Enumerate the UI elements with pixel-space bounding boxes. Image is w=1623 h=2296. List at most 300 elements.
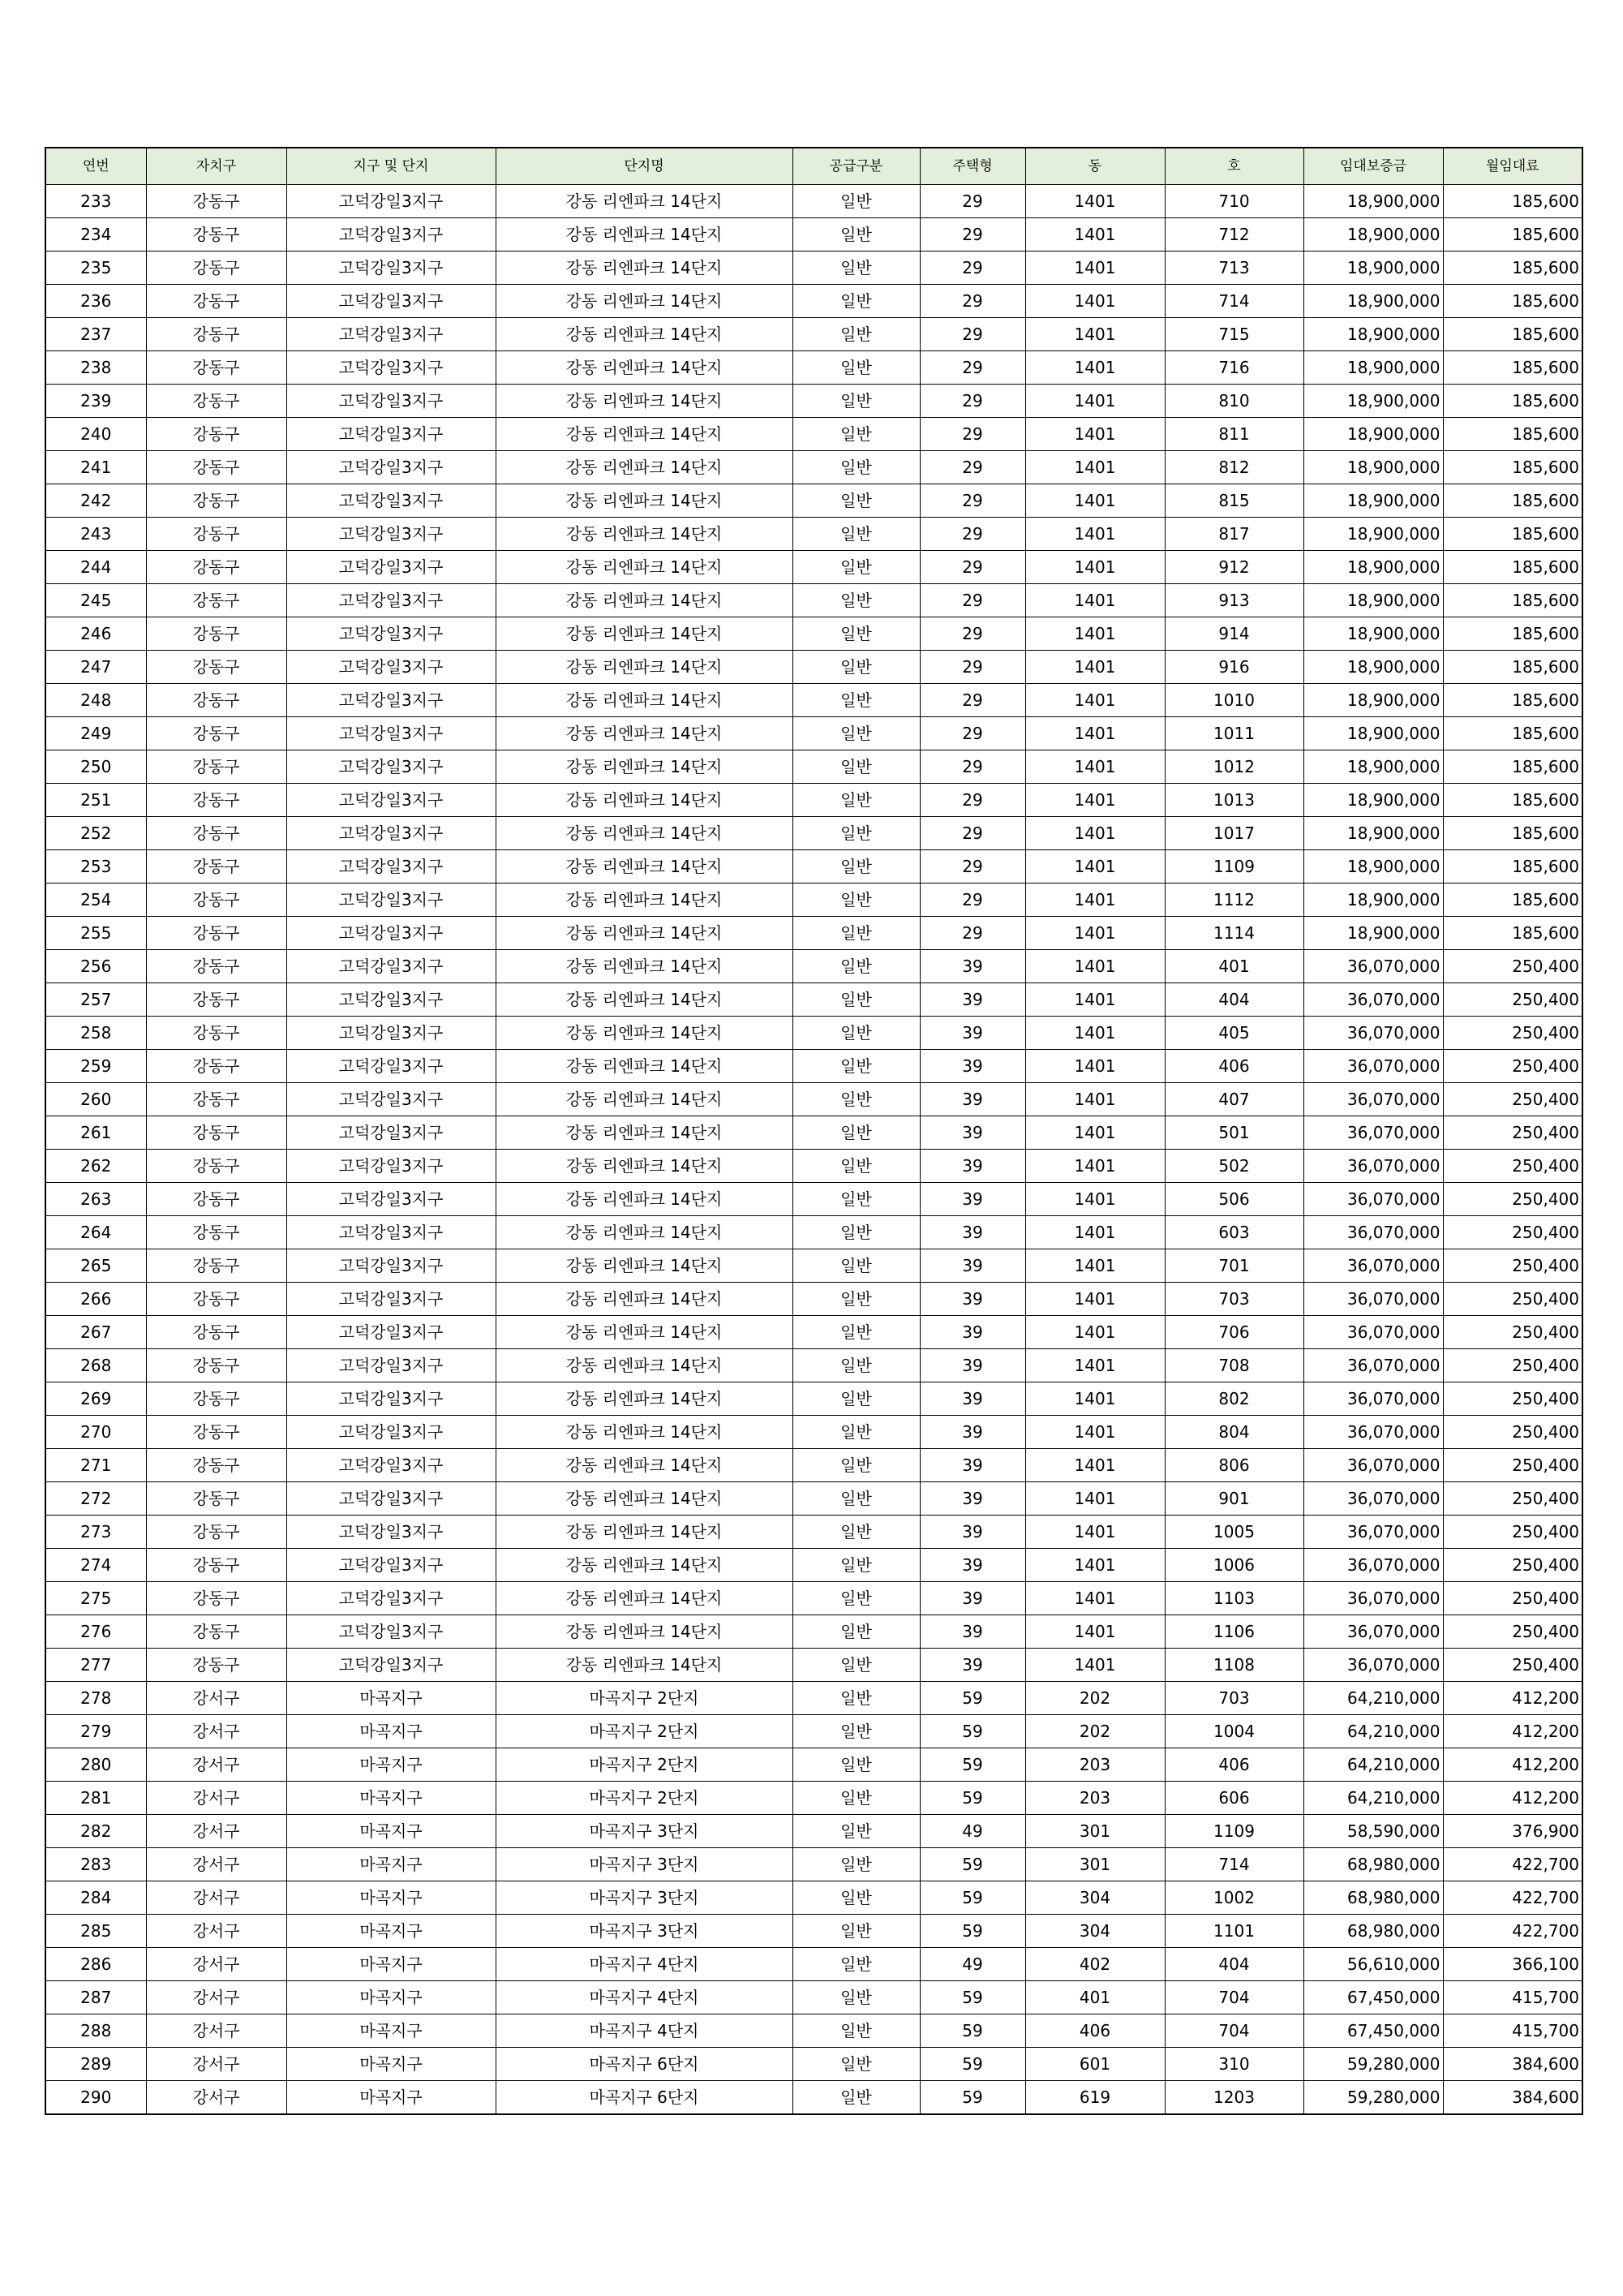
cell-district: 강동구 [146, 717, 286, 750]
cell-zone-complex: 고덕강일3지구 [286, 950, 496, 983]
cell-complex-name: 강동 리엔파크 14단지 [496, 983, 792, 1017]
cell-district: 강동구 [146, 418, 286, 451]
header-complex-name: 단지명 [496, 148, 792, 185]
cell-unit-type: 39 [920, 1482, 1025, 1516]
cell-unit-type: 39 [920, 1116, 1025, 1150]
table-row [45, 850, 1582, 884]
table-row [45, 1083, 1582, 1116]
cell-unit-number: 406 [1165, 1748, 1303, 1782]
cell-supply-type: 일반 [792, 1382, 920, 1416]
cell-district: 강동구 [146, 1050, 286, 1083]
cell-monthly-rent: 412,200 [1443, 1715, 1582, 1748]
cell-supply-type: 일반 [792, 1316, 920, 1349]
cell-complex-name: 강동 리엔파크 14단지 [496, 1216, 792, 1249]
cell-unit-number: 701 [1165, 1249, 1303, 1283]
cell-serial-no: 238 [45, 351, 146, 385]
cell-serial-no: 242 [45, 484, 146, 518]
cell-zone-complex: 고덕강일3지구 [286, 351, 496, 385]
cell-building: 1401 [1025, 1416, 1165, 1449]
cell-zone-complex: 마곡지구 [286, 1848, 496, 1881]
cell-supply-type: 일반 [792, 285, 920, 318]
cell-deposit: 18,900,000 [1303, 850, 1443, 884]
cell-unit-type: 29 [920, 651, 1025, 684]
cell-zone-complex: 마곡지구 [286, 1782, 496, 1815]
cell-complex-name: 강동 리엔파크 14단지 [496, 1150, 792, 1183]
cell-unit-type: 39 [920, 983, 1025, 1017]
cell-serial-no: 249 [45, 717, 146, 750]
cell-zone-complex: 고덕강일3지구 [286, 484, 496, 518]
table-row [45, 1582, 1582, 1615]
cell-supply-type: 일반 [792, 551, 920, 584]
table-row [45, 1782, 1582, 1815]
table-row [45, 318, 1582, 351]
cell-supply-type: 일반 [792, 1682, 920, 1715]
cell-building: 1401 [1025, 584, 1165, 617]
cell-district: 강서구 [146, 1782, 286, 1815]
cell-unit-number: 815 [1165, 484, 1303, 518]
cell-unit-type: 39 [920, 1615, 1025, 1649]
cell-serial-no: 246 [45, 617, 146, 651]
cell-district: 강동구 [146, 651, 286, 684]
header-monthly-rent: 월임대료 [1443, 148, 1582, 185]
cell-monthly-rent: 185,600 [1443, 484, 1582, 518]
cell-building: 1401 [1025, 950, 1165, 983]
table-row [45, 1116, 1582, 1150]
cell-complex-name: 강동 리엔파크 14단지 [496, 651, 792, 684]
cell-building: 1401 [1025, 684, 1165, 717]
cell-building: 304 [1025, 1881, 1165, 1915]
header-deposit: 임대보증금 [1303, 148, 1443, 185]
cell-supply-type: 일반 [792, 185, 920, 218]
header-unit-number: 호 [1165, 148, 1303, 185]
cell-complex-name: 강동 리엔파크 14단지 [496, 1382, 792, 1416]
cell-unit-type: 39 [920, 950, 1025, 983]
cell-deposit: 18,900,000 [1303, 917, 1443, 950]
cell-deposit: 18,900,000 [1303, 285, 1443, 318]
cell-unit-type: 39 [920, 1516, 1025, 1549]
cell-deposit: 18,900,000 [1303, 551, 1443, 584]
cell-deposit: 36,070,000 [1303, 1216, 1443, 1249]
cell-unit-number: 1203 [1165, 2081, 1303, 2115]
cell-zone-complex: 고덕강일3지구 [286, 1549, 496, 1582]
cell-monthly-rent: 250,400 [1443, 1349, 1582, 1382]
cell-monthly-rent: 376,900 [1443, 1815, 1582, 1848]
table-row [45, 1815, 1582, 1848]
cell-zone-complex: 고덕강일3지구 [286, 1382, 496, 1416]
cell-unit-type: 59 [920, 1682, 1025, 1715]
cell-unit-type: 59 [920, 1915, 1025, 1948]
cell-zone-complex: 고덕강일3지구 [286, 1516, 496, 1549]
cell-serial-no: 290 [45, 2081, 146, 2115]
table-header [45, 148, 1582, 185]
cell-monthly-rent: 250,400 [1443, 1183, 1582, 1216]
cell-monthly-rent: 250,400 [1443, 950, 1582, 983]
cell-unit-number: 804 [1165, 1416, 1303, 1449]
cell-monthly-rent: 422,700 [1443, 1848, 1582, 1881]
header-zone-complex: 지구 및 단지 [286, 148, 496, 185]
cell-zone-complex: 고덕강일3지구 [286, 584, 496, 617]
cell-district: 강동구 [146, 218, 286, 252]
cell-monthly-rent: 185,600 [1443, 351, 1582, 385]
cell-zone-complex: 고덕강일3지구 [286, 1083, 496, 1116]
cell-unit-number: 1012 [1165, 750, 1303, 784]
cell-serial-no: 271 [45, 1449, 146, 1482]
cell-district: 강동구 [146, 1017, 286, 1050]
cell-district: 강동구 [146, 1549, 286, 1582]
cell-supply-type: 일반 [792, 318, 920, 351]
cell-unit-number: 506 [1165, 1183, 1303, 1216]
cell-building: 1401 [1025, 1183, 1165, 1216]
table-row [45, 1615, 1582, 1649]
cell-unit-number: 1108 [1165, 1649, 1303, 1682]
cell-supply-type: 일반 [792, 252, 920, 285]
cell-supply-type: 일반 [792, 1649, 920, 1682]
cell-zone-complex: 고덕강일3지구 [286, 1050, 496, 1083]
cell-serial-no: 280 [45, 1748, 146, 1782]
cell-monthly-rent: 250,400 [1443, 1615, 1582, 1649]
cell-zone-complex: 고덕강일3지구 [286, 617, 496, 651]
cell-unit-number: 703 [1165, 1682, 1303, 1715]
cell-building: 1401 [1025, 1249, 1165, 1283]
cell-deposit: 36,070,000 [1303, 1316, 1443, 1349]
cell-unit-type: 39 [920, 1050, 1025, 1083]
cell-building: 1401 [1025, 750, 1165, 784]
cell-building: 1401 [1025, 1482, 1165, 1516]
cell-monthly-rent: 250,400 [1443, 1582, 1582, 1615]
cell-building: 406 [1025, 2014, 1165, 2048]
cell-deposit: 68,980,000 [1303, 1881, 1443, 1915]
cell-unit-number: 1112 [1165, 884, 1303, 917]
cell-deposit: 36,070,000 [1303, 1382, 1443, 1416]
cell-zone-complex: 고덕강일3지구 [286, 1017, 496, 1050]
table-row [45, 418, 1582, 451]
cell-unit-type: 29 [920, 717, 1025, 750]
cell-complex-name: 강동 리엔파크 14단지 [496, 917, 792, 950]
cell-complex-name: 강동 리엔파크 14단지 [496, 418, 792, 451]
cell-district: 강동구 [146, 551, 286, 584]
cell-zone-complex: 고덕강일3지구 [286, 850, 496, 884]
cell-monthly-rent: 415,700 [1443, 2014, 1582, 2048]
cell-complex-name: 강동 리엔파크 14단지 [496, 484, 792, 518]
cell-unit-number: 1005 [1165, 1516, 1303, 1549]
cell-district: 강동구 [146, 451, 286, 484]
cell-serial-no: 253 [45, 850, 146, 884]
cell-unit-type: 29 [920, 584, 1025, 617]
cell-building: 1401 [1025, 418, 1165, 451]
cell-monthly-rent: 185,600 [1443, 817, 1582, 850]
cell-monthly-rent: 250,400 [1443, 1249, 1582, 1283]
table-body [45, 185, 1582, 2115]
cell-complex-name: 강동 리엔파크 14단지 [496, 950, 792, 983]
cell-zone-complex: 고덕강일3지구 [286, 1582, 496, 1615]
cell-serial-no: 245 [45, 584, 146, 617]
cell-unit-type: 29 [920, 917, 1025, 950]
table-row [45, 651, 1582, 684]
table-row [45, 1649, 1582, 1682]
cell-deposit: 18,900,000 [1303, 884, 1443, 917]
cell-complex-name: 강동 리엔파크 14단지 [496, 1116, 792, 1150]
table-row [45, 1981, 1582, 2014]
table-row [45, 2014, 1582, 2048]
table-row [45, 2081, 1582, 2115]
cell-building: 1401 [1025, 1649, 1165, 1682]
cell-building: 1401 [1025, 484, 1165, 518]
cell-deposit: 68,980,000 [1303, 1915, 1443, 1948]
cell-unit-type: 49 [920, 1815, 1025, 1848]
cell-district: 강동구 [146, 285, 286, 318]
cell-deposit: 58,590,000 [1303, 1815, 1443, 1848]
cell-unit-type: 39 [920, 1382, 1025, 1416]
cell-supply-type: 일반 [792, 1017, 920, 1050]
cell-serial-no: 261 [45, 1116, 146, 1150]
cell-zone-complex: 고덕강일3지구 [286, 1116, 496, 1150]
table-row [45, 1316, 1582, 1349]
cell-unit-number: 712 [1165, 218, 1303, 252]
cell-monthly-rent: 185,600 [1443, 584, 1582, 617]
cell-building: 1401 [1025, 252, 1165, 285]
table-row [45, 351, 1582, 385]
cell-monthly-rent: 185,600 [1443, 850, 1582, 884]
table-row [45, 1449, 1582, 1482]
cell-unit-type: 29 [920, 850, 1025, 884]
cell-zone-complex: 고덕강일3지구 [286, 1482, 496, 1516]
cell-unit-number: 1106 [1165, 1615, 1303, 1649]
cell-deposit: 64,210,000 [1303, 1682, 1443, 1715]
cell-complex-name: 강동 리엔파크 14단지 [496, 1615, 792, 1649]
cell-deposit: 64,210,000 [1303, 1748, 1443, 1782]
cell-serial-no: 269 [45, 1382, 146, 1416]
cell-zone-complex: 마곡지구 [286, 1715, 496, 1748]
cell-building: 402 [1025, 1948, 1165, 1981]
cell-building: 1401 [1025, 1349, 1165, 1382]
cell-zone-complex: 고덕강일3지구 [286, 983, 496, 1017]
cell-complex-name: 강동 리엔파크 14단지 [496, 1582, 792, 1615]
cell-district: 강동구 [146, 1116, 286, 1150]
cell-deposit: 18,900,000 [1303, 651, 1443, 684]
cell-supply-type: 일반 [792, 1915, 920, 1948]
cell-complex-name: 강동 리엔파크 14단지 [496, 1516, 792, 1549]
cell-unit-number: 913 [1165, 584, 1303, 617]
cell-unit-number: 704 [1165, 2014, 1303, 2048]
cell-unit-number: 715 [1165, 318, 1303, 351]
cell-supply-type: 일반 [792, 1449, 920, 1482]
cell-zone-complex: 마곡지구 [286, 1881, 496, 1915]
cell-building: 601 [1025, 2048, 1165, 2081]
cell-zone-complex: 고덕강일3지구 [286, 1183, 496, 1216]
cell-deposit: 67,450,000 [1303, 2014, 1443, 2048]
cell-district: 강서구 [146, 1948, 286, 1981]
cell-building: 1401 [1025, 817, 1165, 850]
cell-complex-name: 강동 리엔파크 14단지 [496, 1449, 792, 1482]
cell-zone-complex: 고덕강일3지구 [286, 1349, 496, 1382]
cell-building: 619 [1025, 2081, 1165, 2115]
cell-district: 강동구 [146, 817, 286, 850]
cell-building: 1401 [1025, 1549, 1165, 1582]
cell-zone-complex: 고덕강일3지구 [286, 750, 496, 784]
cell-supply-type: 일반 [792, 917, 920, 950]
cell-supply-type: 일반 [792, 1116, 920, 1150]
table-row [45, 2048, 1582, 2081]
cell-district: 강동구 [146, 1249, 286, 1283]
cell-zone-complex: 고덕강일3지구 [286, 518, 496, 551]
cell-serial-no: 284 [45, 1881, 146, 1915]
cell-serial-no: 276 [45, 1615, 146, 1649]
cell-serial-no: 243 [45, 518, 146, 551]
cell-unit-type: 29 [920, 817, 1025, 850]
cell-complex-name: 강동 리엔파크 14단지 [496, 584, 792, 617]
cell-unit-type: 29 [920, 285, 1025, 318]
cell-monthly-rent: 185,600 [1443, 617, 1582, 651]
cell-supply-type: 일반 [792, 1615, 920, 1649]
cell-supply-type: 일반 [792, 218, 920, 252]
cell-unit-number: 714 [1165, 285, 1303, 318]
cell-monthly-rent: 185,600 [1443, 252, 1582, 285]
cell-building: 1401 [1025, 1083, 1165, 1116]
cell-complex-name: 강동 리엔파크 14단지 [496, 1083, 792, 1116]
cell-deposit: 36,070,000 [1303, 1050, 1443, 1083]
cell-monthly-rent: 185,600 [1443, 418, 1582, 451]
cell-deposit: 36,070,000 [1303, 1582, 1443, 1615]
cell-district: 강동구 [146, 385, 286, 418]
cell-complex-name: 강동 리엔파크 14단지 [496, 617, 792, 651]
cell-supply-type: 일반 [792, 617, 920, 651]
cell-unit-type: 29 [920, 684, 1025, 717]
cell-building: 1401 [1025, 917, 1165, 950]
cell-unit-type: 39 [920, 1349, 1025, 1382]
cell-unit-number: 916 [1165, 651, 1303, 684]
cell-zone-complex: 마곡지구 [286, 1915, 496, 1948]
cell-monthly-rent: 415,700 [1443, 1981, 1582, 2014]
cell-district: 강동구 [146, 185, 286, 218]
cell-monthly-rent: 185,600 [1443, 451, 1582, 484]
cell-supply-type: 일반 [792, 484, 920, 518]
cell-district: 강서구 [146, 1682, 286, 1715]
cell-zone-complex: 고덕강일3지구 [286, 884, 496, 917]
cell-unit-number: 810 [1165, 385, 1303, 418]
cell-supply-type: 일반 [792, 1216, 920, 1249]
cell-zone-complex: 고덕강일3지구 [286, 551, 496, 584]
cell-unit-type: 29 [920, 518, 1025, 551]
cell-unit-type: 29 [920, 617, 1025, 651]
cell-unit-number: 606 [1165, 1782, 1303, 1815]
cell-unit-number: 812 [1165, 451, 1303, 484]
cell-district: 강서구 [146, 2048, 286, 2081]
cell-complex-name: 강동 리엔파크 14단지 [496, 351, 792, 385]
cell-supply-type: 일반 [792, 1881, 920, 1915]
cell-unit-type: 29 [920, 784, 1025, 817]
cell-serial-no: 272 [45, 1482, 146, 1516]
table-row [45, 1017, 1582, 1050]
cell-serial-no: 277 [45, 1649, 146, 1682]
cell-district: 강동구 [146, 518, 286, 551]
cell-supply-type: 일반 [792, 750, 920, 784]
cell-supply-type: 일반 [792, 1549, 920, 1582]
cell-deposit: 18,900,000 [1303, 584, 1443, 617]
cell-building: 202 [1025, 1715, 1165, 1748]
cell-supply-type: 일반 [792, 684, 920, 717]
cell-supply-type: 일반 [792, 850, 920, 884]
cell-serial-no: 233 [45, 185, 146, 218]
cell-zone-complex: 고덕강일3지구 [286, 451, 496, 484]
cell-deposit: 36,070,000 [1303, 1482, 1443, 1516]
table-row [45, 1283, 1582, 1316]
cell-building: 1401 [1025, 1615, 1165, 1649]
cell-building: 1401 [1025, 1316, 1165, 1349]
cell-unit-number: 310 [1165, 2048, 1303, 2081]
table-row [45, 584, 1582, 617]
cell-complex-name: 강동 리엔파크 14단지 [496, 684, 792, 717]
cell-monthly-rent: 185,600 [1443, 218, 1582, 252]
cell-building: 1401 [1025, 850, 1165, 884]
cell-district: 강동구 [146, 318, 286, 351]
cell-complex-name: 강동 리엔파크 14단지 [496, 1283, 792, 1316]
cell-zone-complex: 고덕강일3지구 [286, 1449, 496, 1482]
cell-serial-no: 273 [45, 1516, 146, 1549]
cell-unit-type: 29 [920, 185, 1025, 218]
cell-serial-no: 248 [45, 684, 146, 717]
cell-building: 203 [1025, 1782, 1165, 1815]
cell-district: 강동구 [146, 684, 286, 717]
cell-supply-type: 일반 [792, 2081, 920, 2115]
cell-deposit: 64,210,000 [1303, 1715, 1443, 1748]
cell-complex-name: 강동 리엔파크 14단지 [496, 1183, 792, 1216]
cell-zone-complex: 고덕강일3지구 [286, 684, 496, 717]
cell-supply-type: 일반 [792, 1516, 920, 1549]
cell-monthly-rent: 250,400 [1443, 1116, 1582, 1150]
cell-complex-name: 마곡지구 6단지 [496, 2048, 792, 2081]
cell-building: 1401 [1025, 351, 1165, 385]
cell-building: 1401 [1025, 451, 1165, 484]
table-row [45, 1848, 1582, 1881]
cell-monthly-rent: 250,400 [1443, 1316, 1582, 1349]
cell-serial-no: 265 [45, 1249, 146, 1283]
cell-serial-no: 288 [45, 2014, 146, 2048]
cell-district: 강서구 [146, 1815, 286, 1848]
cell-supply-type: 일반 [792, 2048, 920, 2081]
cell-zone-complex: 고덕강일3지구 [286, 1416, 496, 1449]
table-row [45, 1915, 1582, 1948]
cell-serial-no: 279 [45, 1715, 146, 1748]
cell-unit-number: 407 [1165, 1083, 1303, 1116]
cell-supply-type: 일반 [792, 1948, 920, 1981]
cell-serial-no: 259 [45, 1050, 146, 1083]
cell-building: 1401 [1025, 1449, 1165, 1482]
cell-monthly-rent: 422,700 [1443, 1881, 1582, 1915]
table-row [45, 617, 1582, 651]
cell-serial-no: 264 [45, 1216, 146, 1249]
cell-district: 강동구 [146, 784, 286, 817]
cell-serial-no: 282 [45, 1815, 146, 1848]
cell-unit-number: 1109 [1165, 850, 1303, 884]
table-row [45, 1748, 1582, 1782]
cell-unit-number: 1017 [1165, 817, 1303, 850]
table-row [45, 1349, 1582, 1382]
cell-unit-type: 59 [920, 1715, 1025, 1748]
cell-complex-name: 강동 리엔파크 14단지 [496, 385, 792, 418]
table-row [45, 218, 1582, 252]
cell-monthly-rent: 185,600 [1443, 318, 1582, 351]
cell-unit-type: 59 [920, 2081, 1025, 2115]
cell-unit-number: 603 [1165, 1216, 1303, 1249]
cell-unit-type: 29 [920, 750, 1025, 784]
cell-unit-number: 811 [1165, 418, 1303, 451]
cell-building: 1401 [1025, 651, 1165, 684]
cell-complex-name: 마곡지구 4단지 [496, 1981, 792, 2014]
cell-monthly-rent: 250,400 [1443, 1482, 1582, 1516]
cell-unit-type: 29 [920, 318, 1025, 351]
cell-monthly-rent: 250,400 [1443, 983, 1582, 1017]
cell-complex-name: 강동 리엔파크 14단지 [496, 717, 792, 750]
